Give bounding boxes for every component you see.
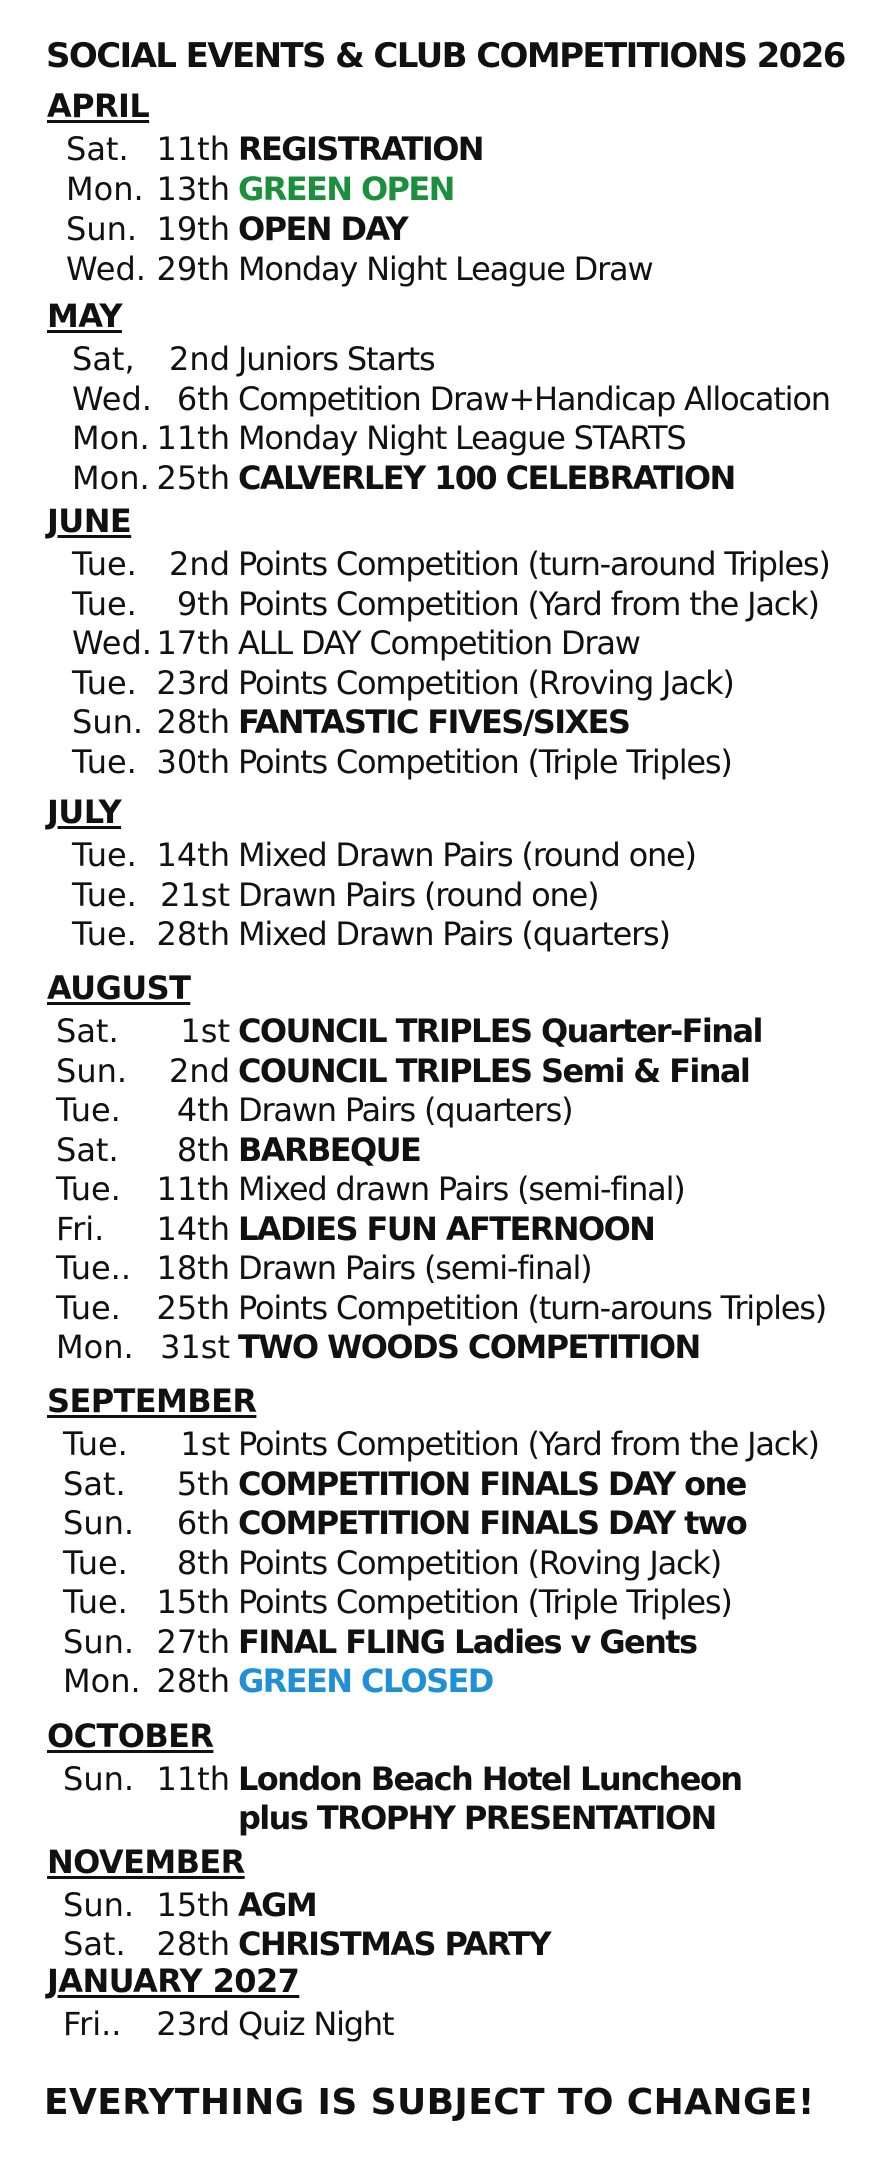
event-day: Sun. bbox=[63, 1622, 135, 1661]
event-day: Tue. bbox=[56, 1288, 121, 1327]
event-row bbox=[0, 379, 872, 419]
month-heading: JANUARY 2027 bbox=[47, 1962, 300, 2000]
event-title: Mixed Drawn Pairs (round one) bbox=[238, 836, 696, 874]
event-row bbox=[0, 623, 872, 663]
event-date: 14th bbox=[156, 836, 230, 874]
event-day: Sat. bbox=[66, 130, 129, 168]
event-row bbox=[0, 418, 872, 458]
event-title: Monday Night League STARTS bbox=[238, 419, 686, 457]
event-date: 4th bbox=[176, 1091, 230, 1129]
event-title: COUNCIL TRIPLES Semi & Final bbox=[238, 1051, 750, 1090]
event-row bbox=[0, 1885, 872, 1925]
event-title: CALVERLEY 100 CELEBRATION bbox=[238, 458, 735, 497]
event-day: Sat. bbox=[56, 1130, 119, 1169]
event-row bbox=[0, 584, 872, 624]
event-row bbox=[0, 742, 872, 782]
event-day: Sat. bbox=[63, 1925, 126, 1963]
event-day: Mon. bbox=[72, 458, 150, 497]
event-date: 11th bbox=[156, 130, 230, 168]
month-heading: SEPTEMBER bbox=[47, 1382, 257, 1420]
event-row bbox=[0, 1090, 872, 1130]
event-date: 15th bbox=[156, 1886, 230, 1924]
event-day: Mon. bbox=[63, 1662, 141, 1700]
event-day: Tue. bbox=[56, 1091, 121, 1129]
event-title: REGISTRATION bbox=[238, 130, 483, 168]
event-title: Points Competition (turn-around Triples) bbox=[238, 545, 830, 583]
event-row bbox=[0, 1503, 872, 1543]
event-date: 9th bbox=[176, 584, 230, 623]
event-title: AGM bbox=[238, 1886, 317, 1924]
month-heading: NOVEMBER bbox=[47, 1843, 245, 1881]
event-title: Juniors Starts bbox=[238, 340, 435, 378]
month-heading: MAY bbox=[47, 297, 122, 335]
event-row bbox=[0, 1288, 872, 1328]
event-day: Tue.. bbox=[56, 1249, 131, 1287]
event-day: Sun. bbox=[56, 1051, 128, 1090]
month-heading: OCTOBER bbox=[47, 1717, 214, 1755]
event-title: COUNCIL TRIPLES Quarter-Final bbox=[238, 1012, 762, 1050]
event-title: OPEN DAY bbox=[238, 210, 408, 248]
event-title: FINAL FLING Ladies v Gents bbox=[238, 1622, 697, 1661]
event-row bbox=[0, 209, 872, 249]
event-day: Mon. bbox=[72, 419, 150, 457]
event-row bbox=[0, 544, 872, 584]
event-row bbox=[0, 249, 872, 289]
event-date: 5th bbox=[176, 1464, 230, 1503]
event-title: Points Competition (Yard from the Jack) bbox=[238, 1425, 819, 1463]
event-row bbox=[0, 1798, 872, 1838]
event-day: Tue. bbox=[72, 875, 137, 914]
event-day: Tue. bbox=[72, 545, 137, 583]
event-day: Tue. bbox=[63, 1583, 128, 1621]
event-date: 23rd bbox=[156, 2005, 230, 2043]
event-title: Points Competition (turn-arouns Triples) bbox=[238, 1288, 827, 1327]
event-day: Sun. bbox=[66, 210, 138, 248]
event-title: GREEN OPEN bbox=[238, 170, 454, 208]
event-date: 2nd bbox=[169, 545, 230, 583]
event-date: 6th bbox=[176, 1504, 230, 1542]
event-row bbox=[0, 1622, 872, 1662]
event-row bbox=[0, 129, 872, 169]
event-title: Points Competition (Triple Triples) bbox=[238, 742, 732, 781]
event-date: 28th bbox=[156, 915, 230, 953]
event-date: 11th bbox=[156, 1760, 230, 1798]
event-row bbox=[0, 1759, 872, 1799]
event-date: 23rd bbox=[156, 663, 230, 702]
event-row bbox=[0, 1051, 872, 1091]
event-title: GREEN CLOSED bbox=[238, 1662, 493, 1700]
event-date: 6th bbox=[176, 379, 230, 418]
event-date: 13th bbox=[156, 170, 230, 208]
event-row bbox=[0, 914, 872, 954]
event-date: 8th bbox=[176, 1130, 230, 1169]
event-day: Tue. bbox=[56, 1170, 121, 1208]
event-title: COMPETITION FINALS DAY one bbox=[238, 1464, 746, 1503]
event-day: Wed. bbox=[72, 379, 152, 418]
event-date: 2nd bbox=[169, 340, 230, 378]
event-date: 27th bbox=[156, 1622, 230, 1661]
event-title: Points Competition (Triple Triples) bbox=[238, 1583, 732, 1621]
month-heading: AUGUST bbox=[47, 969, 191, 1007]
event-date: 25th bbox=[156, 458, 230, 497]
event-date: 31st bbox=[160, 1328, 230, 1366]
event-title: Points Competition (Yard from the Jack) bbox=[238, 584, 819, 623]
event-day: Sat. bbox=[63, 1464, 126, 1503]
event-day: Mon. bbox=[66, 170, 144, 208]
event-row bbox=[0, 1248, 872, 1288]
event-row bbox=[0, 1543, 872, 1583]
event-day: Tue. bbox=[63, 1425, 128, 1463]
event-date: 11th bbox=[156, 1170, 230, 1208]
event-row bbox=[0, 1924, 872, 1964]
event-date: 25th bbox=[156, 1288, 230, 1327]
event-title: TWO WOODS COMPETITION bbox=[238, 1328, 700, 1366]
event-row bbox=[0, 663, 872, 703]
event-date: 1st bbox=[180, 1012, 230, 1050]
event-title: Drawn Pairs (round one) bbox=[238, 875, 599, 914]
event-title: BARBEQUE bbox=[238, 1130, 421, 1169]
event-day: Wed. bbox=[72, 624, 152, 662]
event-title: Mixed Drawn Pairs (quarters) bbox=[238, 915, 670, 953]
event-day: Sat, bbox=[72, 340, 135, 378]
event-row bbox=[0, 1327, 872, 1367]
footer-notice: EVERYTHING IS SUBJECT TO CHANGE! bbox=[44, 2082, 815, 2123]
event-row bbox=[0, 169, 872, 209]
event-day: Tue. bbox=[63, 1543, 128, 1582]
event-row bbox=[0, 1209, 872, 1249]
event-day: Sat. bbox=[56, 1012, 119, 1050]
event-title: Drawn Pairs (quarters) bbox=[238, 1091, 573, 1129]
event-date: 19th bbox=[156, 210, 230, 248]
event-title: LADIES FUN AFTERNOON bbox=[238, 1209, 655, 1248]
month-heading: APRIL bbox=[47, 87, 150, 125]
event-date: 29th bbox=[156, 250, 230, 288]
event-title: ALL DAY Competition Draw bbox=[238, 624, 640, 662]
event-title: London Beach Hotel Luncheon bbox=[238, 1760, 742, 1798]
event-day: Tue. bbox=[72, 742, 137, 781]
event-day: Fri.. bbox=[63, 2005, 122, 2043]
event-row bbox=[0, 1169, 872, 1209]
event-date: 1st bbox=[180, 1425, 230, 1463]
event-row bbox=[0, 1661, 872, 1701]
event-date: 18th bbox=[156, 1249, 230, 1287]
event-title: CHRISTMAS PARTY bbox=[238, 1925, 550, 1963]
event-title: Competition Draw+Handicap Allocation bbox=[238, 379, 830, 418]
event-row bbox=[0, 1582, 872, 1622]
event-day: Tue. bbox=[72, 836, 137, 874]
event-row bbox=[0, 1130, 872, 1170]
event-day: Sun. bbox=[72, 703, 144, 741]
event-day: Fri. bbox=[56, 1209, 105, 1248]
event-day: Tue. bbox=[72, 663, 137, 702]
event-date: 28th bbox=[156, 1662, 230, 1700]
event-day: Tue. bbox=[72, 915, 137, 953]
event-day: Sun. bbox=[63, 1886, 135, 1924]
event-date: 11th bbox=[156, 419, 230, 457]
event-title: COMPETITION FINALS DAY two bbox=[238, 1504, 747, 1542]
event-row bbox=[0, 875, 872, 915]
event-date: 15th bbox=[156, 1583, 230, 1621]
event-row bbox=[0, 702, 872, 742]
page-title: SOCIAL EVENTS & CLUB COMPETITIONS 2026 bbox=[46, 36, 845, 76]
event-date: 30th bbox=[156, 742, 230, 781]
event-date: 21st bbox=[160, 875, 230, 914]
month-heading: JUNE bbox=[47, 502, 132, 540]
event-row bbox=[0, 835, 872, 875]
event-date: 14th bbox=[156, 1209, 230, 1248]
event-title: FANTASTIC FIVES/SIXES bbox=[238, 703, 630, 741]
event-date: 28th bbox=[156, 1925, 230, 1963]
event-date: 2nd bbox=[169, 1051, 230, 1090]
event-day: Sun. bbox=[63, 1760, 135, 1798]
event-day: Sun. bbox=[63, 1504, 135, 1542]
event-date: 28th bbox=[156, 703, 230, 741]
event-title: Monday Night League Draw bbox=[238, 250, 653, 288]
event-row bbox=[0, 1424, 872, 1464]
event-day: Mon. bbox=[56, 1328, 134, 1366]
event-day: Wed. bbox=[66, 250, 146, 288]
event-row bbox=[0, 458, 872, 498]
event-row bbox=[0, 339, 872, 379]
event-date: 17th bbox=[156, 624, 230, 662]
event-title: Drawn Pairs (semi-final) bbox=[238, 1249, 592, 1287]
event-title: Points Competition (Rroving Jack) bbox=[238, 663, 734, 702]
month-heading: JULY bbox=[47, 793, 122, 831]
event-day: Tue. bbox=[72, 584, 137, 623]
event-row bbox=[0, 1464, 872, 1504]
event-row bbox=[0, 1011, 872, 1051]
event-title: Points Competition (Roving Jack) bbox=[238, 1543, 722, 1582]
event-title: Quiz Night bbox=[238, 2005, 394, 2043]
event-title: Mixed drawn Pairs (semi-final) bbox=[238, 1170, 685, 1208]
event-row bbox=[0, 2004, 872, 2044]
event-title: plus TROPHY PRESENTATION bbox=[238, 1799, 716, 1837]
event-date: 8th bbox=[176, 1543, 230, 1582]
